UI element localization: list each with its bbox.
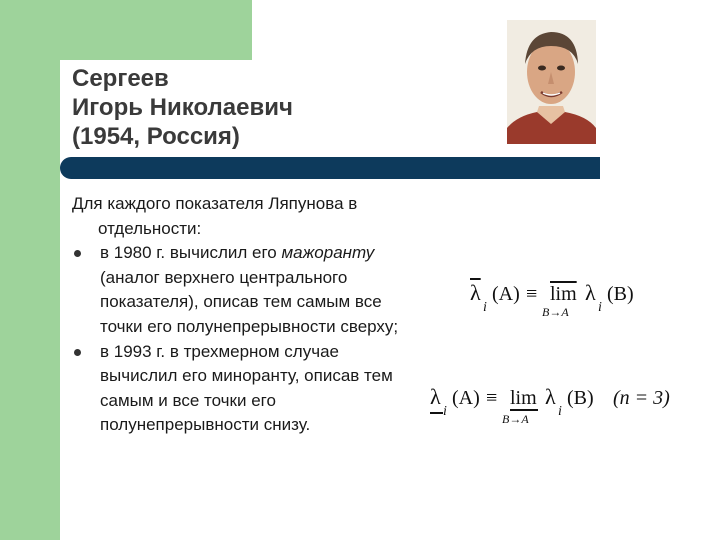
bullet-text-post: (аналог верхнего центрального показателя), описав тем самым все точки его полунепрерывности сверху; bbox=[100, 267, 399, 336]
portrait-photo bbox=[507, 20, 596, 144]
formula-equiv: ≡ bbox=[486, 387, 498, 409]
top-green-block bbox=[0, 0, 252, 60]
bullet-item bbox=[72, 340, 412, 438]
formula-lambda: λ bbox=[585, 280, 596, 305]
formula-index: i bbox=[598, 300, 602, 315]
formula-arg-a: (A) bbox=[492, 283, 520, 305]
title-line-years: (1954, Россия) bbox=[72, 123, 240, 150]
slide-title bbox=[72, 64, 293, 151]
formula-majorant bbox=[470, 278, 670, 328]
bullet-text-pre: в 1980 г. вычислил его bbox=[100, 243, 282, 263]
formula-index: i bbox=[558, 404, 562, 419]
left-green-strip bbox=[0, 0, 60, 540]
formula-underline bbox=[510, 409, 538, 411]
formula-lim: lim bbox=[510, 387, 537, 409]
formula-arg-b: (B) bbox=[567, 387, 594, 409]
formula-arg-b: (B) bbox=[607, 283, 634, 305]
title-divider-bar bbox=[60, 157, 600, 179]
title-line-patronymic: Игорь Николаевич bbox=[72, 94, 293, 121]
title-line-name: Сергеев bbox=[72, 65, 169, 92]
formula-index: i bbox=[443, 404, 447, 419]
bullet-list bbox=[72, 241, 412, 438]
bullet-text: в 1993 г. в трехмерном случае вычислил его миноранту, описав тем самым и все точки его полунепрерывности снизу. bbox=[100, 341, 393, 435]
formula-lambda: $\overline{\lambda}$ bbox=[470, 280, 481, 305]
bullet-icon bbox=[74, 250, 81, 257]
formula-arg-a: (A) bbox=[452, 387, 480, 409]
formula-lim-subscript: B→A bbox=[502, 412, 529, 426]
formula-lambda: λ bbox=[430, 384, 441, 409]
bullet-icon bbox=[74, 349, 81, 356]
formula-lim: $\overline{lim}$ bbox=[550, 283, 577, 305]
bullet-text-emphasis: мажоранту bbox=[281, 243, 375, 263]
formula-lim-subscript: B→A bbox=[542, 305, 569, 319]
formula-minorant bbox=[430, 384, 680, 434]
formula-underline bbox=[430, 412, 443, 414]
bullet-item bbox=[72, 241, 412, 339]
slide-body bbox=[72, 192, 412, 438]
formula-index: i bbox=[483, 300, 487, 315]
intro-text: Для каждого показателя Ляпунова в отдельности: bbox=[72, 194, 358, 238]
formula-condition: (n = 3) bbox=[613, 387, 670, 409]
formula-equiv: ≡ bbox=[526, 283, 538, 305]
formula-lambda: λ bbox=[545, 384, 556, 409]
